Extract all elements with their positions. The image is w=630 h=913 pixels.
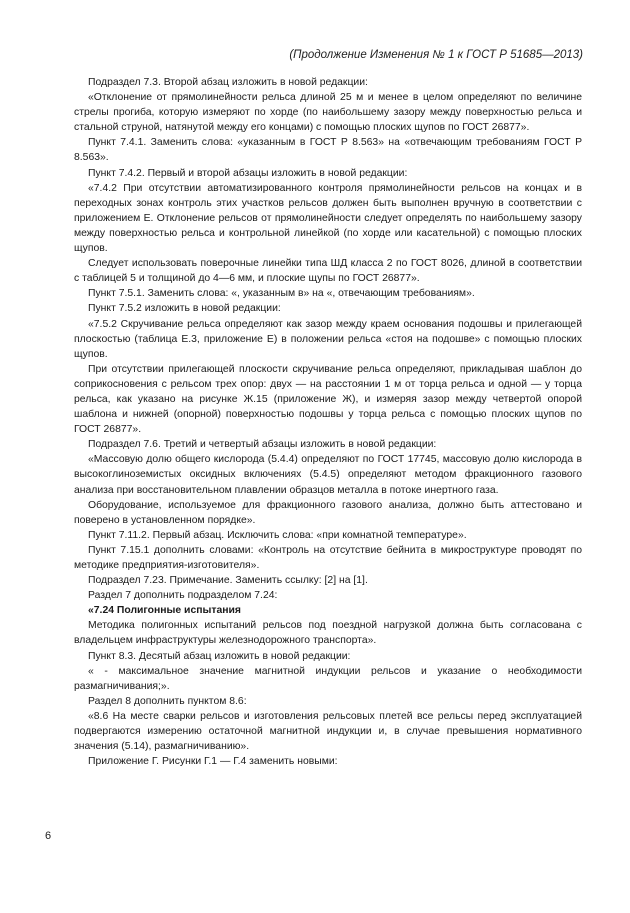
paragraph-appendix-g: Приложение Г. Рисунки Г.1 — Г.4 заменить новыми: (88, 756, 338, 768)
paragraph-7-6-instruction: Подраздел 7.6. Третий и четвертый абзацы изложить в новой редакции: (88, 439, 437, 451)
paragraph-7-4-2-instruction: Пункт 7.4.2. Первый и второй абзацы изложить в новой редакции: (88, 167, 408, 179)
paragraph-7-6-equipment: Оборудование, используемое для фракционного газового анализа, должно быть аттестовано и поверено в установленном порядке». (74, 499, 582, 526)
paragraph-7-5-2-template: При отсутствии прилегающей плоскости скручивание рельса определяют, прикладывая шаблон до соприкосновения с рельсом трех опор: двух — на расстоянии 1 м от торца рельса и одной — у торца рельса, как указано на рисунке Ж.15 (приложение Ж), и измеряя зазор между четвертой опорой шаблона и нижней (опорной) поверхностью подошвы у торца рельса с помощью плоских щупов по ГОСТ 26877». (74, 363, 582, 436)
paragraph-7-5-2-instruction: Пункт 7.5.2 изложить в новой редакции: (88, 303, 281, 315)
paragraph-7-5-1: Пункт 7.5.1. Заменить слова: «, указанным в» на «, отвечающим требованиям». (88, 288, 475, 300)
running-header: (Продолжение Изменения № 1 к ГОСТ Р 51685—2013) (289, 49, 583, 61)
paragraph-7-4-2-text: «7.4.2 При отсутствии автоматизированного контроля прямолинейности рельсов на концах и в переходных зонах контроль этих участков рельсов должен быть выполнен вручную в соответствии с приложением Е. Отклонение рельсов от прямолинейности следует определять по наибольшему зазору между поверхностью рельса и контрольной линейкой (по хорде или касательной) с помощью плоских щупов. (74, 182, 582, 255)
paragraph-8-6-text: «8.6 На месте сварки рельсов и изготовления рельсовых плетей все рельсы перед эксплуатацией подвергаются измерению остаточной магнитной индукции и, в случае превышения нормативного значения (5.14), размагничиванию». (74, 710, 582, 753)
document-body (74, 75, 582, 769)
paragraph-7-3-text: «Отклонение от прямолинейности рельса длиной 25 м и менее в целом определяют по величине стрелы прогиба, которую измеряют по хорде (по наибольшему зазору между поверхностью рельса и стальной струной, натянутой между его концами) с помощью плоских щупов по ГОСТ 26877». (74, 92, 582, 134)
paragraph-7-4-2-rulers: Следует использовать поверочные линейки типа ШД класса 2 по ГОСТ 8026, длиной в соответствии с таблицей 5 и толщиной до 4—6 мм, и плоские щупы по ГОСТ 26877». (74, 258, 582, 285)
heading-7-24: «7.24 Полигонные испытания (88, 605, 241, 617)
page-number: 6 (45, 830, 52, 842)
paragraph-7-5-2-text: «7.5.2 Скручивание рельса определяют как зазор между краем основания подошвы и прилегающей плоскостью (таблица Е.3, приложение Е) в положении рельса «стоя на подошве» с помощью плоских щупов. (74, 318, 582, 360)
paragraph-7-4-1: Пункт 7.4.1. Заменить слова: «указанным в ГОСТ Р 8.563» на «отвечающим требованиям ГОСТ Р 8.563». (74, 137, 582, 164)
paragraph-7-24-text: Методика полигонных испытаний рельсов под поездной нагрузкой должна быть согласована с владельцем инфраструктуры железнодорожного транспорта». (74, 620, 582, 647)
paragraph-7-6-oxygen: «Массовую долю общего кислорода (5.4.4) определяют по ГОСТ 17745, массовую долю кислорода в высокоглиноземистых оксидных включениях (5.4.5) определяют методом фракционного газового анализа при восстановительном плавлении образцов металла в потоке инертного газа. (74, 454, 582, 496)
paragraph-7-3-instruction: Подраздел 7.3. Второй абзац изложить в новой редакции: (88, 77, 368, 88)
paragraph-section-7-addition: Раздел 7 дополнить подразделом 7.24: (88, 590, 278, 602)
paragraph-8-3-text: « - максимальное значение магнитной индукции рельсов и указание о необходимости размагничивания;». (74, 665, 582, 692)
paragraph-7-15-1: Пункт 7.15.1 дополнить словами: «Контроль на отсутствие бейнита в микроструктуре проводят по методике предприятия-изготовителя». (74, 544, 582, 571)
paragraph-8-3-instruction: Пункт 8.3. Десятый абзац изложить в новой редакции: (88, 650, 351, 662)
paragraph-7-11-2: Пункт 7.11.2. Первый абзац. Исключить слова: «при комнатной температуре». (88, 529, 467, 541)
paragraph-7-23: Подраздел 7.23. Примечание. Заменить ссылку: [2] на [1]. (88, 575, 368, 587)
paragraph-section-8-addition: Раздел 8 дополнить пунктом 8.6: (88, 695, 247, 707)
